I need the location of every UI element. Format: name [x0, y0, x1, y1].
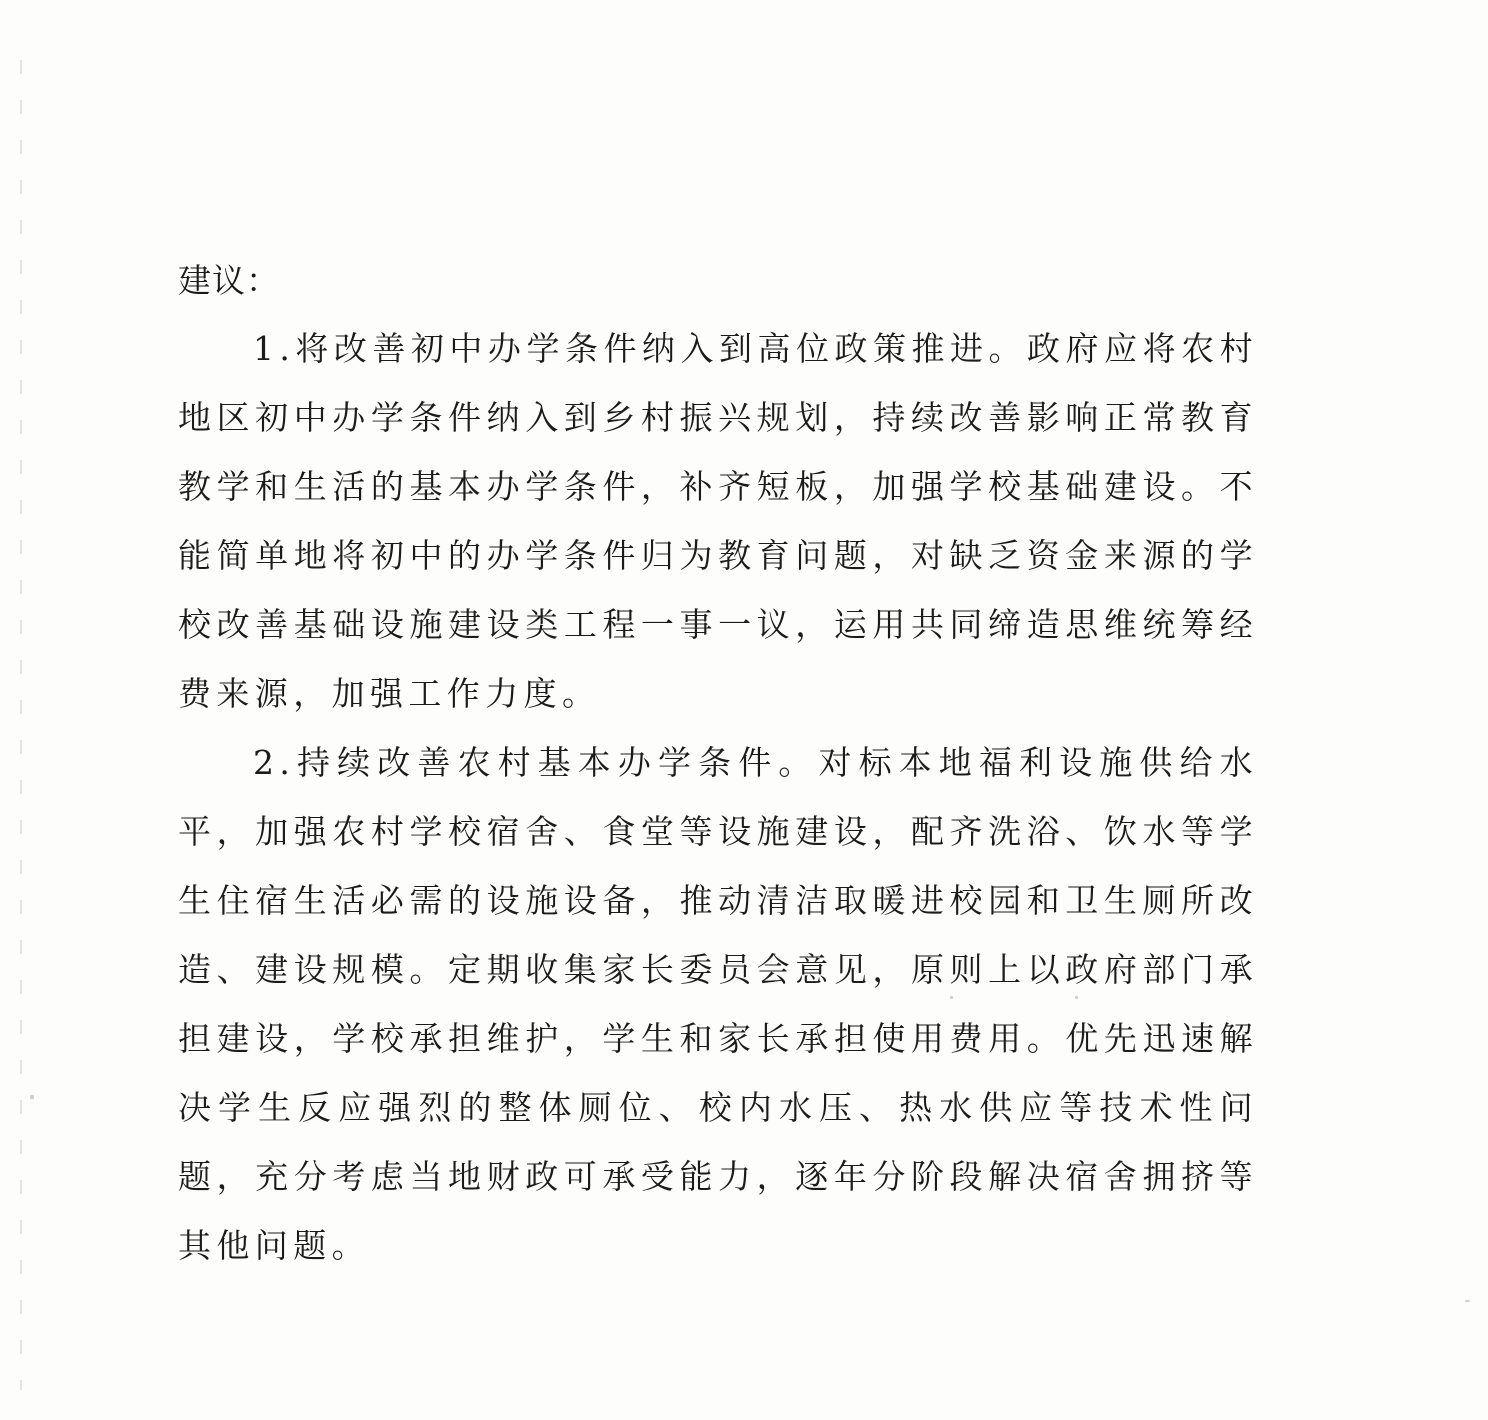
section-heading: 建议： [178, 261, 280, 300]
scan-speck [1465, 1300, 1470, 1302]
scan-edge-marks [20, 60, 22, 1390]
document-body [178, 248, 1258, 1280]
paragraph-2: 2.持续改善农村基本办学条件。对标本地福利设施供给水平，加强农村学校宿舍、食堂等设施建设，配齐洗浴、饮水等学生住宿生活必需的设施设备，推动清洁取暖进校园和卫生厕所改造、建设规模。定期收集家长委员会意见，原则上以政府部门承担建设，学校承担维护，学生和家长承担使用费用。优先迅速解决学生反应强烈的整体厕位、校内水压、热水供应等技术性问题，充分考虑当地财政可承受能力，逐年分阶段解决宿舍拥挤等其他问题。 [178, 743, 1258, 1265]
paragraph-1: 1.将改善初中办学条件纳入到高位政策推进。政府应将农村地区初中办学条件纳入到乡村振兴规划，持续改善影响正常教育教学和生活的基本办学条件，补齐短板，加强学校基础建设。不能简单地将初中的办学条件归为教育问题，对缺乏资金来源的学校改善基础设施建设类工程一事一议，运用共同缔造思维统筹经费来源，加强工作力度。 [178, 329, 1258, 713]
scan-speck [30, 1095, 34, 1099]
